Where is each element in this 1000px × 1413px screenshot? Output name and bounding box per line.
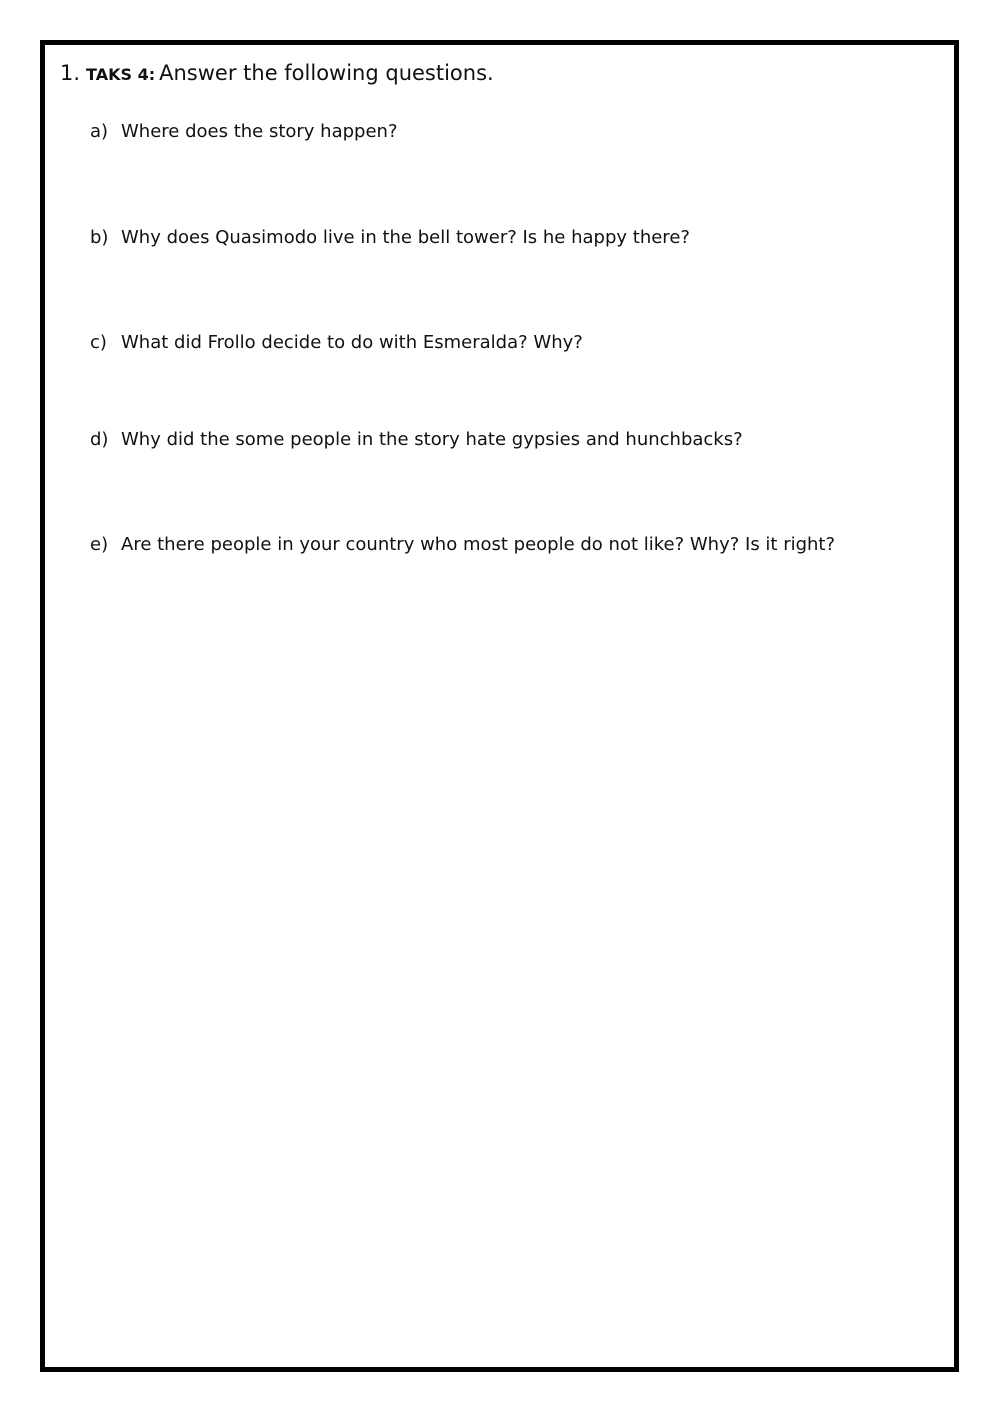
question-text: Why does Quasimodo live in the bell tower? Is he happy there? [121,227,690,248]
question-text: Where does the story happen? [121,121,398,142]
task-instruction: Answer the following questions. [159,61,494,85]
question-e [90,534,835,555]
question-letter: d) [90,429,109,450]
task-label: TAKS 4: [86,65,156,84]
question-c [90,332,583,353]
question-b [90,227,690,248]
worksheet-frame [40,40,959,1372]
question-letter: e) [90,534,109,555]
question-a [90,121,398,142]
question-letter: a) [90,121,109,142]
question-letter: b) [90,227,109,248]
question-text: What did Frollo decide to do with Esmeralda? Why? [121,332,583,353]
question-d [90,429,743,450]
question-text: Are there people in your country who most people do not like? Why? Is it right? [121,534,836,555]
question-letter: c) [90,332,107,353]
task-heading [60,61,494,85]
question-text: Why did the some people in the story hate gypsies and hunchbacks? [121,429,743,450]
task-number: 1. [60,61,81,85]
